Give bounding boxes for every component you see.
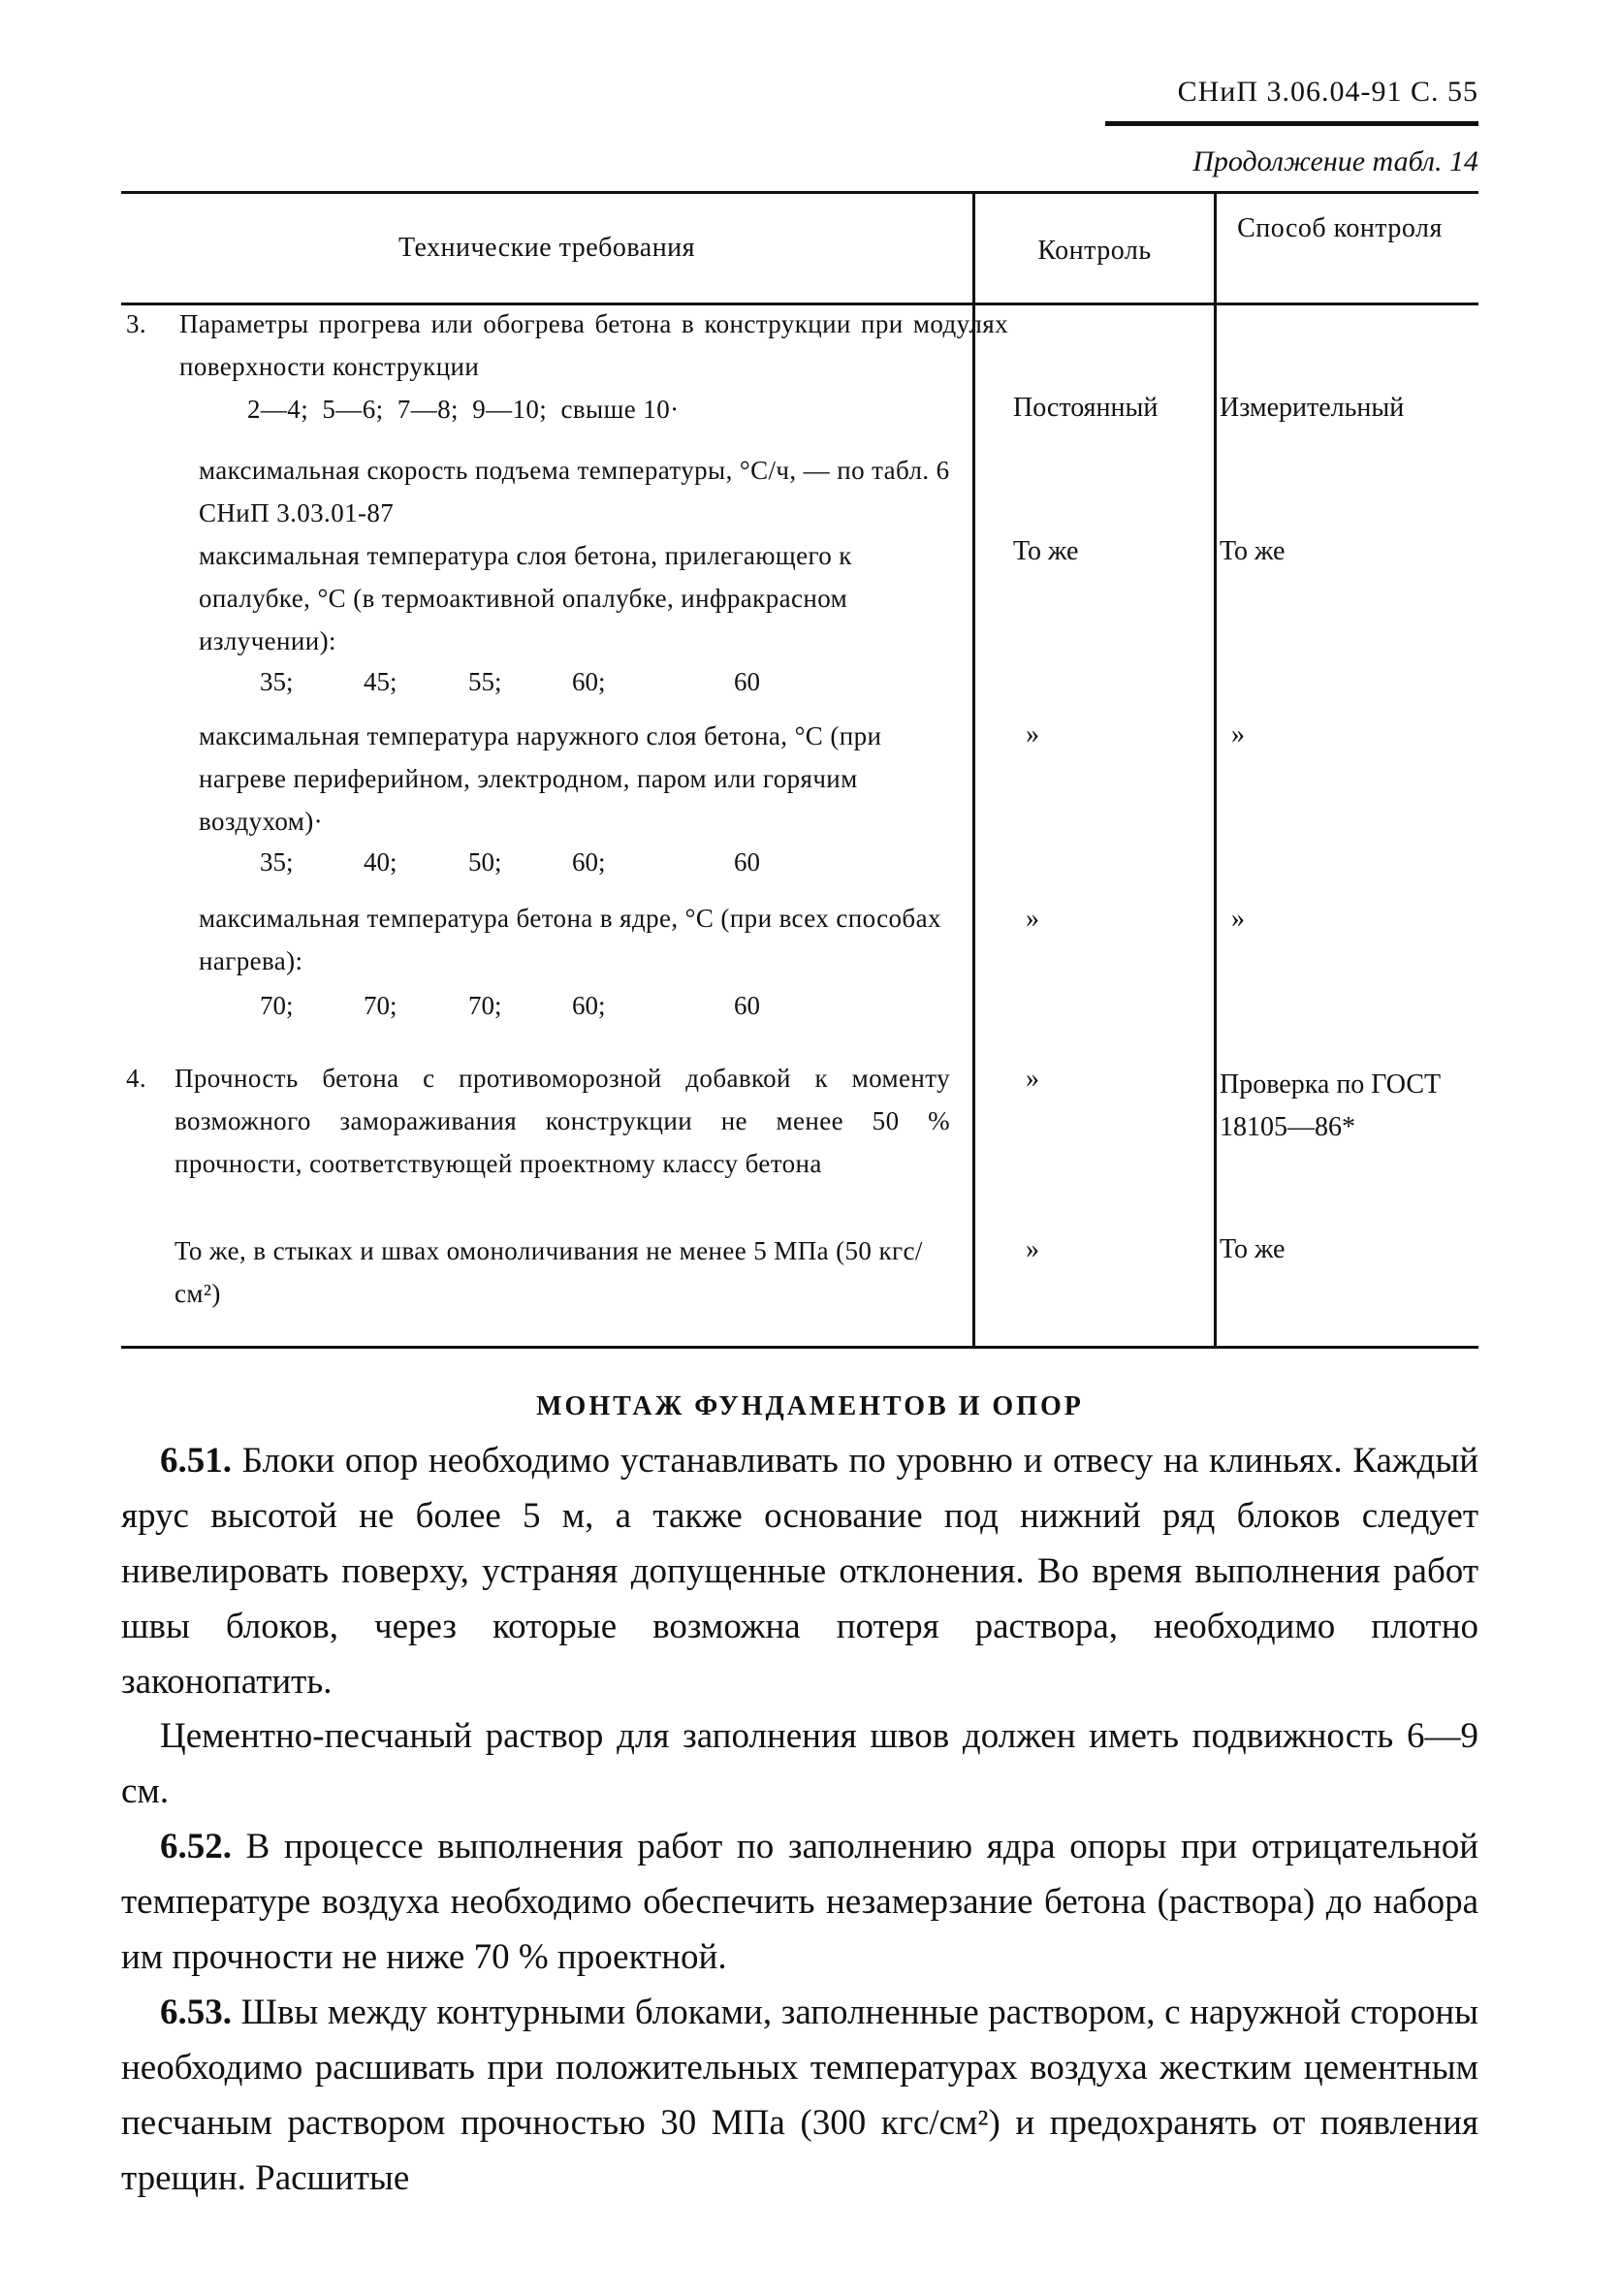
value: 70; [468,991,502,1020]
value: 70; [364,991,397,1020]
value: 55; [468,667,502,696]
control-cell: » [1026,904,1039,934]
paragraph-text: Цементно-песчаный раствор для заполнения швов должен иметь подвижность 6—9 см. [121,1716,1478,1811]
value: 35; [260,847,294,877]
method-cell: Проверка по ГОСТ 18105—86* [1220,1069,1442,1142]
sub-item-core-temp: максимальная температура бетона в ядре, °С (при всех способах нагрева): [199,904,941,975]
method-cell: Измерительный [1220,393,1405,423]
method-cell: То же [1220,1234,1286,1264]
sub-item-formwork-layer-temp: максимальная температура слоя бетона, прилегающего к опалубке, °С (в термоактивной опалубке, инфракрасном излучении): [199,541,852,655]
value: 60; [572,667,606,696]
value: 45; [364,667,397,696]
row-text: Прочность бетона с противоморозной добавкой к моменту возможного замораживания конструкции не менее 50 % прочности, соответствующей проектному классу бетона [175,1064,950,1178]
paragraph-6-51 [121,1433,1478,1709]
paragraph-number: 6.52. [160,1827,232,1866]
table-header-method: Способ контроля [1237,213,1443,243]
surface-modules-values: 2—4; 5—6; 7—8; 9—10; свыше 10· [247,395,680,424]
control-cell: » [1026,1064,1039,1094]
section-heading: МОНТАЖ ФУНДАМЕНТОВ И ОПОР [536,1391,1084,1421]
value: 35; [260,667,294,696]
value: 60 [734,667,760,696]
value: 40; [364,847,397,877]
method-cell: » [1231,904,1245,934]
control-cell: » [1026,1234,1039,1264]
value: 50; [468,847,502,877]
table-bottom-rule [121,1346,1478,1349]
method-cell: » [1231,719,1245,749]
table-top-rule [121,191,1478,194]
table-continuation-label: Продолжение табл. 14 [1192,145,1478,177]
control-cell: Постоянный [1013,393,1159,423]
paragraph-6-52 [121,1819,1478,1985]
running-head: СНиП 3.06.04-91 С. 55 [1177,76,1478,108]
row-number: 3. [126,309,147,338]
paragraph-text: Блоки опор необходимо устанавливать по уровню и отвесу на клиньях. Каждый ярус высотой не более 5 м, а также основание под нижний ряд блоков следует нивелировать поверху, устраняя допущенные отклонения. Во время выполнения работ швы блоков, через которые возможна потеря раствора, необходимо плотно законопатить. [121,1441,1478,1702]
paragraph-6-53 [121,1985,1478,2206]
paragraph-text: Швы между контурными блоками, заполненные раствором, с наружной стороны необходимо расшивать при положительных температурах воздуха жестким цементным песчаным раствором прочностью 30 МПа (300 кгс/см²) и предохранять от появления трещин. Расшитые [121,1993,1478,2198]
value: 60; [572,847,606,877]
value: 60; [572,991,606,1020]
paragraph-number: 6.53. [160,1993,232,2032]
table-column-divider-2 [1214,191,1217,1349]
table-header-requirements: Технические требования [397,233,696,263]
sub-item-outer-layer-temp: максимальная температура наружного слоя бетона, °С (при нагреве периферийном, электродном, паром или горячим воздухом)· [199,721,882,836]
value: 60 [734,991,760,1020]
value: 70; [260,991,294,1020]
control-cell: » [1026,719,1039,749]
value: 60 [734,847,760,877]
paragraph-number: 6.51. [160,1441,232,1481]
paragraph-text: В процессе выполнения работ по заполнению ядра опоры при отрицательной температуре воздуха необходимо обеспечить незамерзание бетона (раствора) до набора им прочности не ниже 70 % проектной. [121,1827,1478,1977]
table-header-control: Контроль [1037,236,1152,266]
row-text: Параметры прогрева или обогрева бетона в конструкции при модулях поверхности конструкции [179,309,1008,381]
row-number: 4. [126,1064,147,1093]
method-cell: То же [1220,536,1286,566]
sub-item-joints-strength: То же, в стыках и швах омоноличивания не менее 5 МПа (50 кгс/см²) [175,1236,923,1308]
paragraph-mortar-mobility [121,1708,1478,1819]
sub-item-heating-rate: максимальная скорость подъема температуры, °С/ч, — по табл. 6 СНиП 3.03.01-87 [199,456,950,527]
control-cell: То же [1013,536,1079,566]
running-head-rule [1105,121,1478,126]
